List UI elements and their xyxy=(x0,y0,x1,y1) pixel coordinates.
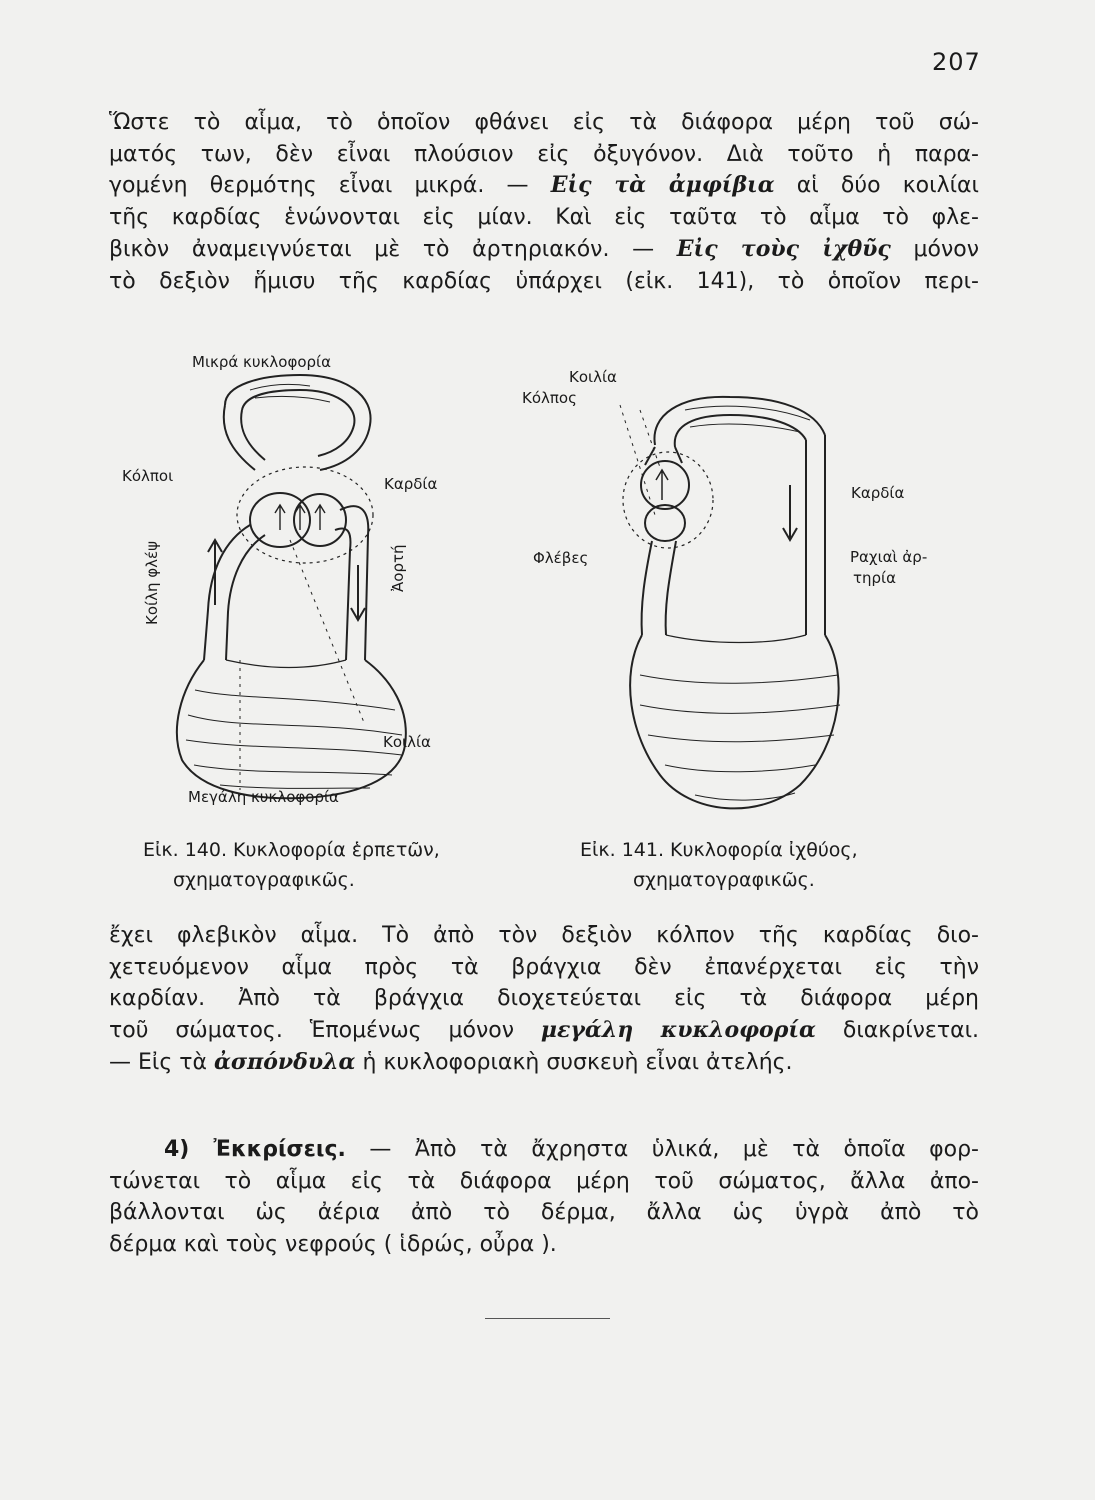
label-sinuses: Κόλποι xyxy=(122,467,174,485)
label-sinus: Κόλπος xyxy=(522,389,577,407)
text-line: χετευόμενον αἷμα πρὸς τὰ βράγχια δὲν ἐπανέρχεται εἰς τὴν xyxy=(109,954,979,980)
paragraph-1 xyxy=(109,107,979,297)
caption-140-line-1: Εἰκ. 140. Κυκλοφορία ἑρπετῶν, xyxy=(143,839,440,861)
figure-141 xyxy=(600,375,860,855)
emphasis-amphibians: Εἰς τὰ ἀμφίβια xyxy=(550,172,775,199)
emphasis-large-circulation: μεγάλη κυκλοφορία xyxy=(540,1017,816,1044)
text-line: ἔχει φλεβικὸν αἷμα. Τὸ ἀπὸ τὸν δεξιὸν κόλπον τῆς καρδίας διο- xyxy=(109,923,979,948)
label-dorsal-artery-2: τηρία xyxy=(853,569,897,587)
text-line: δέρμα καὶ τοὺς νεφρούς ( ἱδρώς, οὖρα ). xyxy=(109,1232,557,1258)
text-line: καρδίαν. Ἀπὸ τὰ βράγχια διοχετεύεται εἰς τὰ διάφορα μέρη xyxy=(109,986,979,1012)
text-line: γομένη θερμότης εἶναι μικρά. — Εἰς τὰ ἀμφίβια αἱ δύο κοιλίαι xyxy=(109,172,979,199)
label-ventricle-140: Κοιλία xyxy=(383,733,431,751)
figure-140 xyxy=(130,350,530,810)
text-line: τῆς καρδίας ἑνώνονται εἰς μίαν. Καὶ εἰς ταῦτα τὸ αἷμα τὸ φλε- xyxy=(109,205,979,231)
emphasis-fish: Εἰς τοὺς ἰχθῦς xyxy=(676,235,891,262)
label-large-circulation: Μεγάλη κυκλοφορία xyxy=(188,788,339,806)
page-number: 207 xyxy=(932,48,981,76)
caption-141-line-2: σχηματογραφικῶς. xyxy=(633,869,815,891)
text-line: 4) Ἐκκρίσεις. — Ἀπὸ τὰ ἄχρηστα ὑλικά, μὲ τὰ ὁποῖα φορ- xyxy=(164,1137,979,1162)
caption-141-line-1: Εἰκ. 141. Κυκλοφορία ἰχθύος, xyxy=(580,839,858,861)
text-line: Ὥστε τὸ αἷμα, τὸ ὁποῖον φθάνει εἰς τὰ διάφορα μέρη τοῦ σώ- xyxy=(109,110,979,135)
label-ventricle-141: Κοιλία xyxy=(569,368,617,386)
caption-140-line-2: σχηματογραφικῶς. xyxy=(173,869,355,891)
reptile-circulation-diagram xyxy=(130,350,530,810)
section-heading-excretions: 4) Ἐκκρίσεις. xyxy=(164,1137,346,1162)
paragraph-2 xyxy=(109,920,979,1079)
text-line: βικὸν ἀναμειγνύεται μὲ τὸ ἀρτηριακόν. — Εἰς τοὺς ἰχθῦς μόνον xyxy=(109,235,979,262)
label-vena-cava: Κοίλη φλέψ xyxy=(143,540,161,625)
fish-circulation-diagram xyxy=(600,375,860,855)
emphasis-invertebrates: ἀσπόνδυλα xyxy=(213,1048,356,1075)
label-dorsal-artery-1: Ραχιαὶ ἀρ- xyxy=(850,548,928,566)
label-heart-141: Καρδία xyxy=(851,484,905,502)
label-aorta: Ἀορτή xyxy=(389,544,407,592)
text-line: ματός των, δὲν εἶναι πλούσιον εἰς ὀξυγόνον. Διὰ τοῦτο ἡ παρα- xyxy=(109,141,979,167)
footer-divider xyxy=(485,1318,610,1319)
text-line: — Εἰς τὰ ἀσπόνδυλα ἡ κυκλοφοριακὴ συσκευὴ εἶναι ἀτελής. xyxy=(109,1048,793,1075)
label-veins: Φλέβες xyxy=(533,549,589,567)
text-line: βάλλονται ὡς ἀέρια ἀπὸ τὸ δέρμα, ἄλλα ὡς ὑγρὰ ἀπὸ τὸ xyxy=(109,1200,979,1226)
paragraph-3 xyxy=(109,1134,979,1261)
label-heart-140: Καρδία xyxy=(384,475,438,493)
caption-141 xyxy=(580,835,858,895)
text-line: τοῦ σώματος. Ἑπομένως μόνον μεγάλη κυκλοφορία διακρίνεται. xyxy=(109,1017,980,1044)
text-line: τώνεται τὸ αἷμα εἰς τὰ διάφορα μέρη τοῦ σώματος, ἄλλα ἀπο- xyxy=(109,1168,979,1194)
caption-140 xyxy=(143,835,440,895)
label-small-circulation: Μικρά κυκλοφορία xyxy=(192,353,332,371)
text-line: τὸ δεξιὸν ἥμισυ τῆς καρδίας ὑπάρχει (εἰκ. 141), τὸ ὁποῖον περι- xyxy=(109,268,979,294)
